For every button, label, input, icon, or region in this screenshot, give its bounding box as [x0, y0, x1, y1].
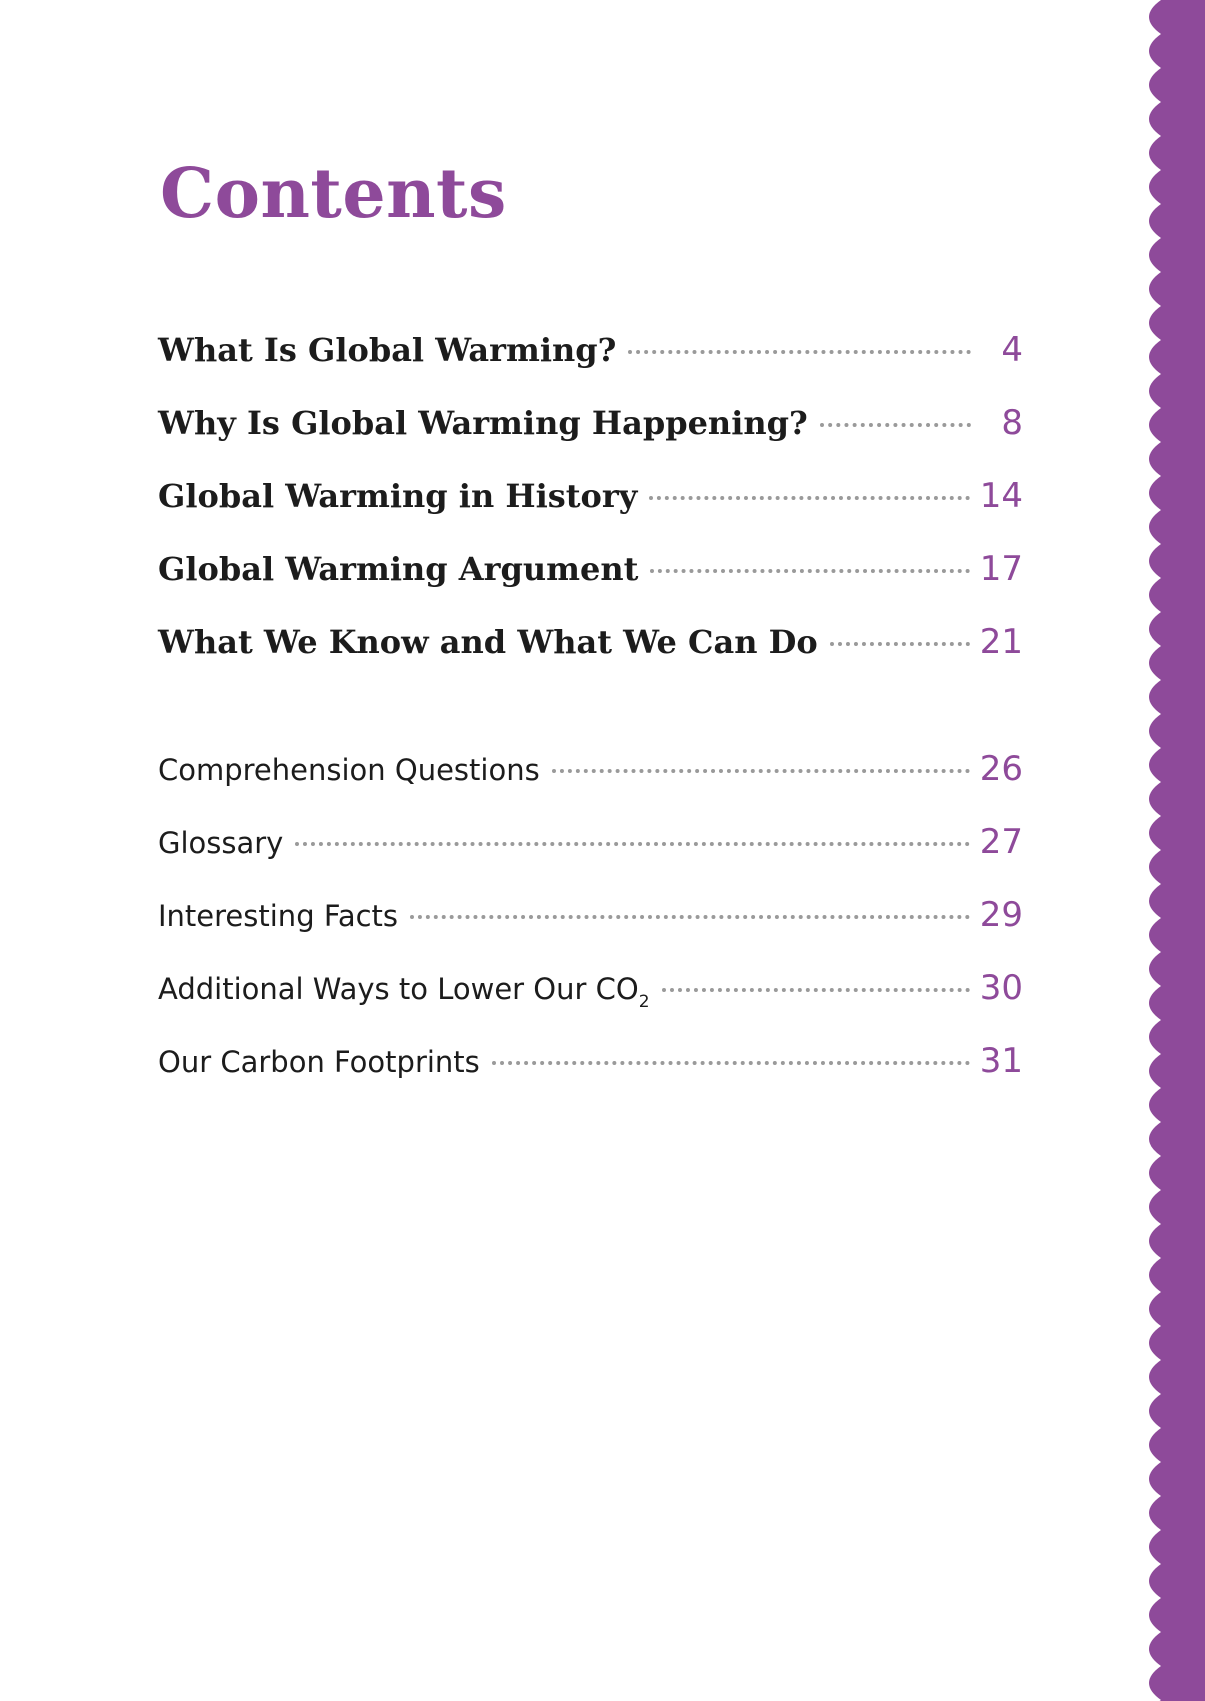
toc-entry-glossary[interactable]	[158, 822, 1023, 895]
page-title: Contents	[160, 154, 507, 234]
toc-entry-label: Why Is Global Warming Happening?	[158, 404, 808, 442]
dotted-leader	[650, 569, 969, 573]
toc-entry-page-number: 21	[979, 622, 1023, 662]
toc-entry-comprehension-questions[interactable]	[158, 749, 1023, 822]
dotted-leader	[649, 496, 969, 500]
toc-entry-interesting-facts[interactable]	[158, 895, 1023, 968]
dotted-leader	[410, 915, 970, 919]
dotted-leader	[830, 642, 970, 646]
dotted-leader	[662, 988, 970, 992]
toc-entry-page-number: 27	[979, 822, 1023, 862]
toc-entry-label-text: Additional Ways to Lower Our CO	[158, 972, 639, 1006]
toc-entry-page-number: 29	[979, 895, 1023, 935]
subscript-two: 2	[638, 992, 650, 1012]
dotted-leader	[492, 1061, 970, 1065]
toc-entry-what-is-global-warming[interactable]	[158, 330, 1023, 403]
toc-entry-label: Glossary	[158, 826, 284, 860]
toc-entry-our-carbon-footprints[interactable]	[158, 1041, 1023, 1114]
chapter-list	[158, 330, 1023, 695]
dotted-leader	[628, 350, 971, 354]
toc-entry-label: Global Warming Argument	[158, 550, 639, 588]
back-matter-list	[158, 749, 1023, 1114]
toc-entry-label: What We Know and What We Can Do	[158, 623, 818, 661]
toc-entry-label: Interesting Facts	[158, 899, 399, 933]
toc-entry-label: Our Carbon Footprints	[158, 1045, 480, 1079]
toc-entry-label: Global Warming in History	[158, 477, 638, 515]
toc-entry-why-is-global-warming-happening[interactable]	[158, 403, 1023, 476]
toc-entry-page-number: 17	[979, 549, 1023, 589]
toc-entry-page-number: 8	[1001, 403, 1023, 443]
toc-entry-page-number: 26	[979, 749, 1023, 789]
toc-entry-what-we-know[interactable]	[158, 622, 1023, 695]
toc-entry-label	[158, 972, 650, 1012]
dotted-leader	[552, 769, 970, 773]
decorative-scalloped-band	[1135, 0, 1205, 1701]
toc-entry-page-number: 4	[1001, 330, 1023, 370]
toc-entry-global-warming-in-history[interactable]	[158, 476, 1023, 549]
toc-entry-page-number: 30	[979, 968, 1023, 1008]
toc-entry-page-number: 31	[979, 1041, 1023, 1081]
toc-entry-additional-ways[interactable]	[158, 968, 1023, 1041]
dotted-leader	[295, 842, 969, 846]
dotted-leader	[820, 423, 971, 427]
toc-entry-label: What Is Global Warming?	[158, 331, 617, 369]
toc-entry-label: Comprehension Questions	[158, 753, 540, 787]
toc-entry-page-number: 14	[979, 476, 1023, 516]
toc-entry-global-warming-argument[interactable]	[158, 549, 1023, 622]
